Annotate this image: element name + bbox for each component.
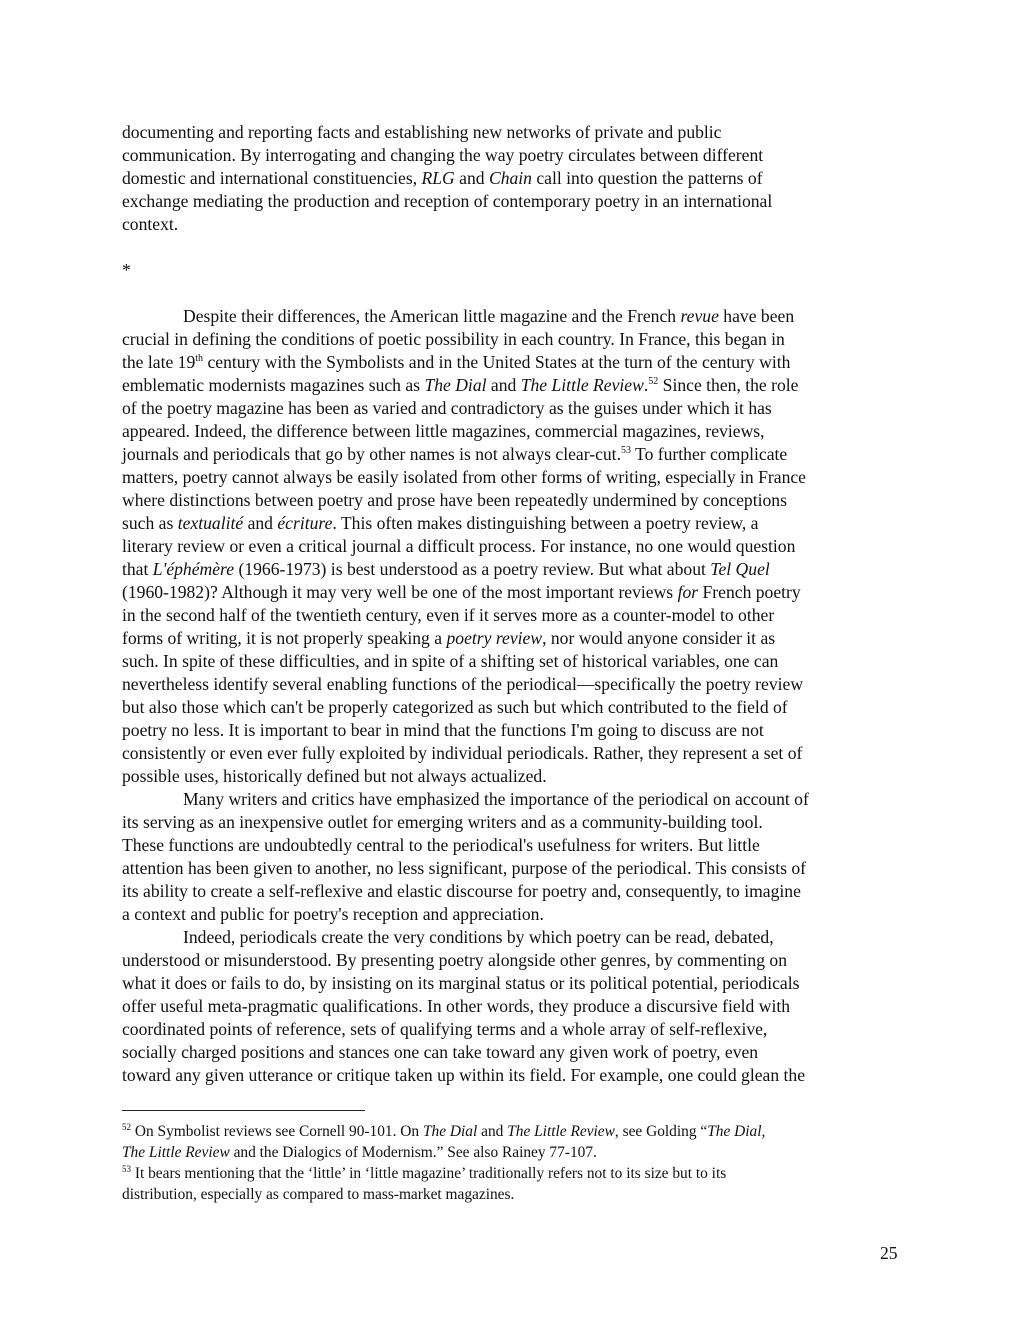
text-line: communication. By interrogating and changing the way poetry circulates between different — [122, 145, 764, 165]
text-line: offer useful meta-pragmatic qualifications. In other words, they produce a discursive field with — [122, 996, 791, 1016]
text-line: Indeed, periodicals create the very conditions by which poetry can be read, debated, — [183, 927, 774, 947]
body-text — [122, 121, 912, 1087]
paragraph-2 — [122, 788, 912, 926]
text-line: but also those which can't be properly categorized as such but which contributed to the field of — [122, 697, 788, 717]
text-line: consistently or even ever fully exploited by individual periodicals. Rather, they represent a set of — [122, 743, 803, 763]
section-separator: * — [122, 260, 131, 280]
text-line: toward any given utterance or critique taken up within its field. For example, one could glean the — [122, 1065, 806, 1085]
footnote-53-cont: distribution, especially as compared to mass-market magazines. — [122, 1186, 515, 1203]
text-line: emblematic modernists magazines such as The Dial and The Little Review.$^{52}$ Since then, the role — [122, 375, 799, 395]
text-line: poetry no less. It is important to bear in mind that the functions I'm going to discuss are not — [122, 720, 764, 740]
text-line: Despite their differences, the American little magazine and the French revue have been — [183, 306, 795, 326]
text-line: attention has been given to another, no less significant, purpose of the periodical. This consists of — [122, 858, 806, 878]
text-line: These functions are undoubtedly central to the periodical's usefulness for writers. But little — [122, 835, 760, 855]
text-line: of the poetry magazine has been as varied and contradictory as the guises under which it has — [122, 398, 772, 418]
text-line: its ability to create a self-reflexive and elastic discourse for poetry and, consequently, to imagine — [122, 881, 801, 901]
text-line: the late 19th century with the Symbolists and in the United States at the turn of the century with — [122, 352, 791, 372]
text-line: nevertheless identify several enabling functions of the periodical—specifically the poetry review — [122, 674, 804, 694]
text-line: Many writers and critics have emphasized the importance of the periodical on account of — [183, 789, 809, 809]
footnote-divider — [122, 1110, 365, 1111]
footnote-53: $^{53}$ It bears mentioning that the ‘little’ in ‘little magazine’ traditionally refers not to its size but to its — [122, 1164, 727, 1182]
footnote-ref-53[interactable]: 53 — [620, 445, 631, 456]
text-line: coordinated points of reference, sets of qualifying terms and a whole array of self-reflexive, — [122, 1019, 768, 1039]
footnote-52: $^{52}$ On Symbolist reviews see Cornell 90-101. On The Dial and The Little Review, see Golding “The Dial, — [122, 1122, 766, 1140]
text-line: matters, poetry cannot always be easily isolated from other forms of writing, especially in France — [122, 467, 806, 487]
text-line: where distinctions between poetry and prose have been repeatedly undermined by conceptions — [122, 490, 787, 510]
text-line: appeared. Indeed, the difference between little magazines, commercial magazines, reviews, — [122, 421, 765, 441]
text-line: a context and public for poetry's reception and appreciation. — [122, 904, 544, 924]
text-line: socially charged positions and stances one can take toward any given work of poetry, even — [122, 1042, 759, 1062]
text-line: in the second half of the twentieth century, even if it serves more as a counter-model to other — [122, 605, 775, 625]
text-line: forms of writing, it is not properly speaking a poetry review, nor would anyone consider it as — [122, 628, 776, 648]
page-number: 25 — [880, 1243, 898, 1263]
text-line: what it does or fails to do, by insisting on its marginal status or its political potential, periodicals — [122, 973, 800, 993]
footnote-ref-52[interactable]: 52 — [648, 376, 659, 387]
text-line: context. — [122, 214, 179, 234]
paragraph-1 — [122, 305, 912, 788]
paragraph-continuation — [122, 121, 912, 236]
text-line: (1960-1982)? Although it may very well be one of the most important reviews for French poetry — [122, 582, 801, 602]
footnotes — [122, 1121, 912, 1205]
text-line: documenting and reporting facts and establishing new networks of private and public — [122, 122, 722, 142]
text-line: such as textualité and écriture. This often makes distinguishing between a poetry review, a — [122, 513, 759, 533]
text-line: that L'éphémère (1966-1973) is best understood as a poetry review. But what about Tel Quel — [122, 559, 770, 579]
text-line: such. In spite of these difficulties, and in spite of a shifting set of historical variables, one can — [122, 651, 779, 671]
footnote-52-cont: The Little Review and the Dialogics of Modernism.” See also Rainey 77-107. — [122, 1144, 597, 1161]
text-line: crucial in defining the conditions of poetic possibility in each country. In France, this began in — [122, 329, 785, 349]
text-line: journals and periodicals that go by other names is not always clear-cut.$^{53}$ To further complicate — [122, 444, 788, 464]
text-line: possible uses, historically defined but not always actualized. — [122, 766, 547, 786]
text-line: understood or misunderstood. By presenting poetry alongside other genres, by commenting on — [122, 950, 788, 970]
text-line: its serving as an inexpensive outlet for emerging writers and as a community-building tool. — [122, 812, 763, 832]
text-line: exchange mediating the production and reception of contemporary poetry in an international — [122, 191, 773, 211]
paragraph-3 — [122, 926, 912, 1087]
text-line: literary review or even a critical journal a difficult process. For instance, no one would question — [122, 536, 796, 556]
text-line: domestic and international constituencies, RLG and Chain call into question the patterns of — [122, 168, 763, 188]
